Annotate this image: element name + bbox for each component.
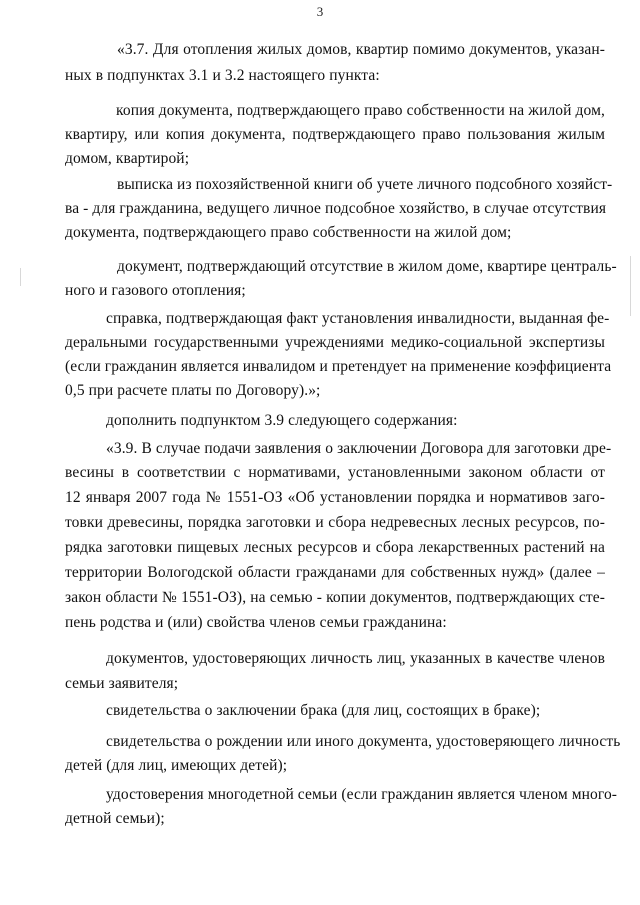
paragraph-line: квартиру, или копия документа, подтверждающего право пользования жилым	[65, 126, 605, 143]
paragraph-line: ного и газового отопления;	[65, 282, 246, 299]
paragraph-line: деральными государственными учреждениями медико-социальной экспертизы	[65, 334, 605, 351]
paragraph-line: 12 января 2007 года № 1551-ОЗ «Об установлении порядка и нормативов заго-	[65, 489, 605, 506]
paragraph-line: документа, подтверждающего право собственности на жилой дом;	[65, 224, 512, 241]
paragraph-line: весины в соответствии с нормативами, установленными законом области от	[65, 464, 605, 481]
paragraph-line: справка, подтверждающая факт установления инвалидности, выданная фе-	[106, 310, 610, 327]
paragraph-line: товки древесины, порядка заготовки и сбора недревесных лесных ресурсов, по-	[65, 514, 605, 531]
paragraph-line: дополнить подпунктом 3.9 следующего содержания:	[106, 412, 458, 429]
paragraph-line: домом, квартирой;	[65, 150, 190, 167]
paragraph-line: территории Вологодской области гражданами для собственных нужд» (далее –	[65, 564, 605, 581]
paragraph-line: детей (для лиц, имеющих детей);	[65, 757, 288, 774]
paragraph-line: свидетельства о рождении или иного документа, удостоверяющего личность	[106, 733, 621, 750]
paragraph-line: «3.9. В случае подачи заявления о заключении Договора для заготовки дре-	[106, 440, 612, 457]
paragraph-line: документов, удостоверяющих личность лиц, указанных в качестве членов	[106, 650, 605, 667]
paragraph-line: закон области № 1551-ОЗ), на семью - копии документов, подтверждающих сте-	[65, 589, 605, 606]
page-number: 3	[316, 4, 324, 19]
paragraph-line: ва - для гражданина, ведущего личное подсобное хозяйство, в случае отсутствия	[65, 200, 607, 217]
paragraph-line: (если гражданин является инвалидом и претендует на применение коэффициента	[65, 358, 612, 375]
paragraph-line: семьи заявителя;	[65, 675, 179, 692]
paragraph-line: документ, подтверждающий отсутствие в жилом доме, квартире централь-	[117, 258, 617, 275]
paragraph-line: детной семьи);	[65, 810, 165, 827]
paragraph-line: пень родства и (или) свойства членов семьи гражданина:	[65, 614, 447, 631]
paragraph-line: выписка из похозяйственной книги об учете личного подсобного хозяйст-	[117, 176, 613, 193]
scan-margin-mark	[20, 268, 21, 286]
paragraph-line: копия документа, подтверждающего право собственности на жилой дом,	[116, 102, 605, 119]
paragraph-line: ных в подпунктах 3.1 и 3.2 настоящего пункта:	[65, 67, 380, 84]
scan-margin-mark	[630, 256, 631, 316]
paragraph-line: «3.7. Для отопления жилых домов, квартир помимо документов, указан-	[117, 41, 605, 58]
paragraph-line: удостоверения многодетной семьи (если гражданин является членом много-	[106, 786, 618, 803]
paragraph-line: 0,5 при расчете платы по Договору).»;	[65, 382, 321, 399]
paragraph-line: рядка заготовки пищевых лесных ресурсов и сбора лекарственных растений на	[65, 539, 605, 556]
paragraph-line: свидетельства о заключении брака (для лиц, состоящих в браке);	[106, 702, 541, 719]
